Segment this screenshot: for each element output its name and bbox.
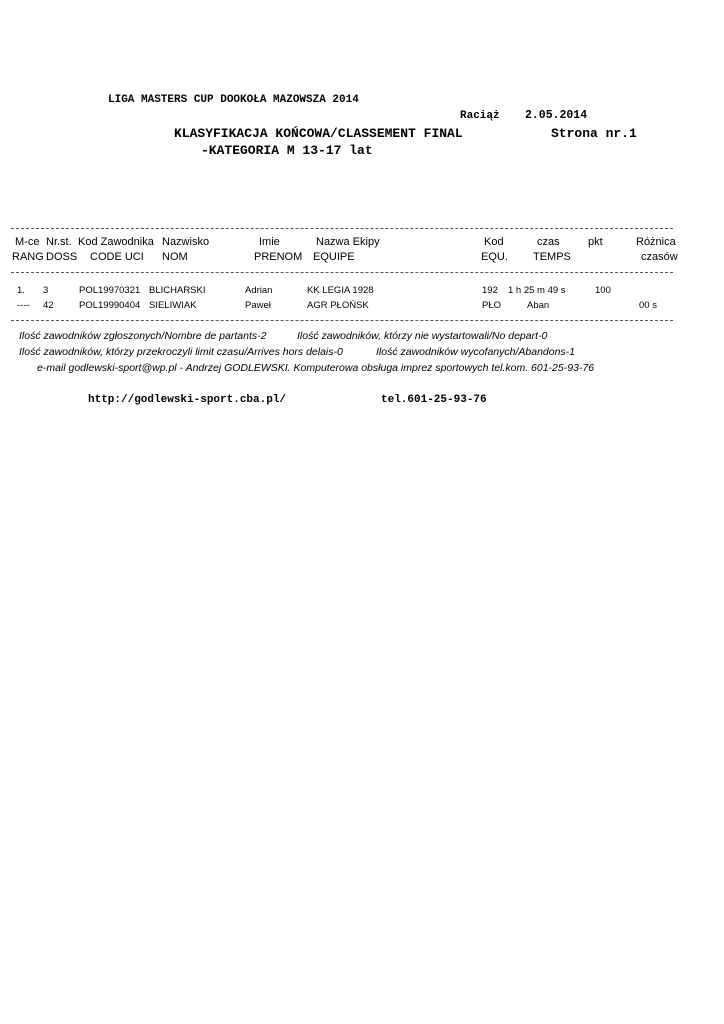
col-header-roznica: Różnica — [636, 236, 676, 248]
place-label: Raciąż — [460, 110, 500, 122]
col-header-nom-fr: NOM — [162, 251, 188, 263]
row-prenom: Paweł — [245, 300, 271, 311]
date-label: 2.05.2014 — [525, 109, 588, 122]
footer-contact: e-mail godlewski-sport@wp.pl - Andrzej GODLEWSKI. Komputerowa obsługa imprez sportowych tel.kom. 601-25-93-76 — [37, 362, 595, 374]
row-pkt: 100 — [595, 285, 611, 296]
row-nom: BLICHARSKI — [149, 285, 206, 296]
phone-number: tel.601-25-93-76 — [381, 394, 487, 406]
col-header-pkt: pkt — [588, 236, 603, 248]
row-code: POL19970321 — [79, 285, 141, 296]
footer-time-limit: Ilość zawodników, którzy przekroczyli limit czasu/Arrives hors delais-0 — [19, 346, 343, 358]
col-header-equipe-fr: EQUIPE — [313, 251, 355, 263]
row-czas: Aban — [527, 300, 550, 311]
col-header-equipe: Nazwa Ekipy — [316, 236, 380, 248]
col-header-kod: Kod — [484, 236, 504, 248]
row-equipe: KK LEGIA 1928 — [307, 285, 374, 296]
row-rank: ---- — [17, 300, 30, 311]
row-nom: SIELIWIAK — [149, 300, 197, 311]
footer-abandons: Ilość zawodników wycofanych/Abandons-1 — [376, 346, 576, 358]
col-header-czasow: czasów — [641, 251, 678, 263]
col-header-rank: M-ce — [15, 236, 40, 248]
col-header-temps: TEMPS — [533, 251, 571, 263]
page-number: Strona nr.1 — [551, 126, 637, 141]
col-header-doss-fr: DOSS — [46, 251, 78, 263]
col-header-prenom: Imie — [259, 236, 280, 248]
row-code: POL19990404 — [79, 300, 141, 311]
row-rank: 1. — [17, 285, 25, 296]
col-header-equ: EQU. — [481, 251, 508, 263]
row-roznica: 00 s — [639, 300, 657, 311]
table-bottom-rule — [11, 320, 673, 321]
table-header-rule — [11, 272, 673, 273]
league-title: LIGA MASTERS CUP DOOKOŁA MAZOWSZA 2014 — [108, 94, 359, 106]
col-header-code-uci: CODE UCI — [90, 251, 144, 263]
row-doss: 3 — [43, 285, 49, 296]
col-header-doss: Nr.st. — [46, 236, 72, 248]
col-header-rang: RANG — [12, 251, 44, 263]
col-header-czas: czas — [537, 236, 560, 248]
row-doss: 42 — [43, 300, 54, 311]
row-equipe: AGR PŁOŃSK — [307, 300, 369, 311]
row-kod: 192 — [482, 285, 498, 296]
col-header-nom: Nazwisko — [162, 236, 210, 248]
website-link[interactable]: http://godlewski-sport.cba.pl/ — [88, 394, 287, 406]
col-header-code: Kod Zawodnika — [78, 236, 154, 248]
row-kod: PŁO — [482, 300, 502, 311]
row-czas: 1 h 25 m 49 s — [508, 285, 566, 296]
footer-non-starters: Ilość zawodników, którzy nie wystartowali/No depart-0 — [297, 330, 548, 342]
classification-title: KLASYFIKACJA KOŃCOWA/CLASSEMENT FINAL — [174, 126, 463, 141]
col-header-prenom-fr: PRENOM — [254, 251, 303, 263]
table-top-rule — [11, 228, 673, 229]
footer-entrants: Ilość zawodników zgłoszonych/Nombre de partants-2 — [19, 330, 267, 342]
category-title: -KATEGORIA M 13-17 lat — [201, 143, 373, 158]
row-prenom: Adrian — [245, 285, 273, 296]
